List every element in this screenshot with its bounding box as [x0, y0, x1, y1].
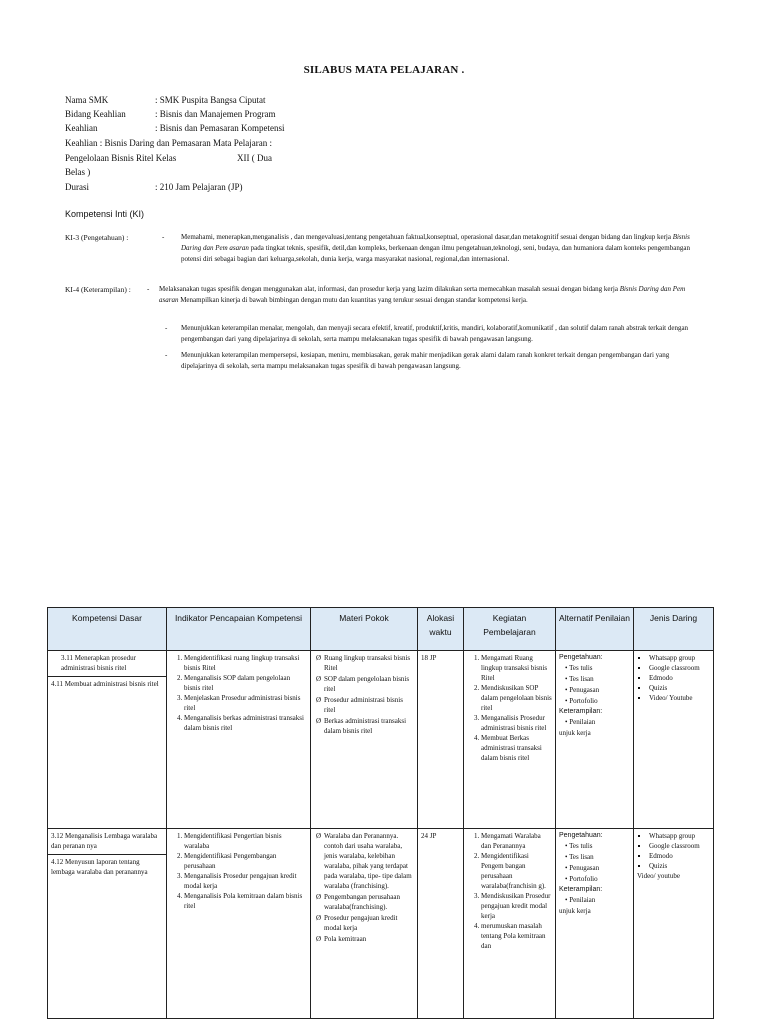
list-item: 1. Mengamati Waralaba dan Peranannya: [481, 831, 552, 851]
list-item: [316, 934, 414, 944]
daring-list: [637, 831, 710, 871]
list-item: 3. Menganalisis Prosedur administrasi bisnis ritel: [481, 713, 552, 733]
ki3-text-italic: Bisnis Daring dan Pem asaran: [181, 233, 690, 252]
list-item: 2. Mendiskusikan SOP dalam pengelolaan bisnis ritel: [481, 683, 552, 713]
info-value: : Bisnis dan Manajemen Program: [155, 109, 276, 119]
table-row: [48, 651, 714, 829]
keterampilan-tail: unjuk kerja: [559, 729, 591, 737]
list-item: • Portofolio: [565, 874, 630, 885]
ki4-block: [65, 284, 705, 384]
materi-text: Waralaba dan Peranannya. contoh dari usaha waralaba, jenis waralaba, kelebihan waralaba, pihak yang terdapat pada waralaba, tipe- tipe dalam waralaba (franchising).: [324, 832, 412, 890]
table-header-row: [48, 608, 714, 651]
indikator-cell: [167, 829, 311, 1019]
ki4-text-part: Menampilkan kinerja di bawah bimbingan dengan mutu dan kuantitas yang terukur sesuai dengan standar kompetensi kerja.: [178, 296, 528, 304]
list-item: • Tes lisan: [565, 674, 630, 685]
list-item: 3. Menjelaskan Prosedur administrasi bisnis ritel: [184, 693, 307, 713]
ki4-bullet-2: Menunjukkan keterampilan menalar, mengolah, dan menyaji secara efektif, kreatif, produktif,kritis, mandiri, kolaboratif,komunikatif , dan solutif dalam ranah abstrak terkait dengan pengembangan dari yang dipelajarinya di sekolah, serta mampu melaksanakan tugas spesifik di bawah pengawasan langsung.: [181, 324, 689, 343]
info-label: Durasi: [65, 182, 89, 192]
ki4-bullet-3: Menunjukkan keterampilan mempersepsi, kesiapan, meniru, membiasakan, gerak mahir menjadikan gerak alami dalam ranah konkret terkait dengan pengembangan dari yang dipelajarinya di sekolah, serta mampu melaksanakan tugas spesifik di bawah pengawasan langsung.: [181, 351, 670, 370]
keterampilan-list: [559, 717, 630, 728]
ki3-block: [65, 232, 705, 282]
list-item: 4. Membuat Berkas administrasi transaksi dalam bisnis ritel: [481, 733, 552, 763]
info-bidang: [65, 108, 275, 121]
header-jenis-daring: Jenis Daring: [634, 608, 714, 651]
list-item: ▪ Edmodo: [649, 851, 710, 861]
list-item: 4. Menganalisis berkas administrasi transaksi dalam bisnis ritel: [184, 713, 307, 733]
list-item: ▪ Whatsapp group: [649, 831, 710, 841]
list-item: ▪ Quizis: [649, 683, 710, 693]
list-item: • Penugasan: [565, 685, 630, 696]
info-label: Nama SMK: [65, 95, 109, 105]
ki3-text: [181, 232, 703, 265]
arrow-bullet-icon: Ø: [316, 717, 322, 725]
info-value: XII ( Dua: [237, 153, 272, 163]
kd-cell: [48, 651, 167, 829]
list-item: 1. Mengamati Ruang lingkup transaksi bisnis Ritel: [481, 653, 552, 683]
list-item: • Penilaian: [565, 895, 630, 906]
daring-tail: Video/ youtube: [637, 872, 680, 880]
header-indikator: Indikator Pencapaian Kompetensi: [167, 608, 311, 651]
ki4-dash: -: [165, 324, 168, 332]
materi-text: Pengembangan perusahaan waralaba(franchising).: [324, 893, 400, 911]
keterampilan-label: Keterampilan:: [559, 886, 603, 893]
list-item: [316, 716, 414, 736]
daring-list: [637, 653, 710, 703]
list-item: [316, 695, 414, 715]
pengetahuan-list: [559, 663, 630, 707]
list-item: 1. Mengidentifikasi ruang lingkup transaksi bisnis Ritel: [184, 653, 307, 673]
list-item: • Penugasan: [565, 863, 630, 874]
daring-cell: [634, 651, 714, 829]
list-item: [316, 913, 414, 933]
arrow-bullet-icon: Ø: [316, 654, 322, 662]
ki4-text-part: Melaksanakan tugas spesifik dengan menggunakan alat, informasi, dan prosedur kerja yang lazim dilakukan serta memecahkan masalah sesuai dengan bidang kerja: [159, 285, 620, 293]
list-item: • Tes tulis: [565, 663, 630, 674]
list-item: ▪ Google classroom: [649, 841, 710, 851]
penilaian-cell: [556, 651, 634, 829]
pengetahuan-label: Pengetahuan:: [559, 654, 603, 661]
arrow-bullet-icon: Ø: [316, 696, 322, 704]
list-item: 3. Mendiskusikan Prosedur pengajuan kredit modal kerja: [481, 891, 552, 921]
kegiatan-cell: [464, 829, 556, 1019]
header-materi-pokok: Materi Pokok: [311, 608, 418, 651]
list-item: ▪ Google classroom: [649, 663, 710, 673]
indikator-cell: [167, 651, 311, 829]
materi-text: Prosedur administrasi bisnis ritel: [324, 696, 403, 714]
info-label: Keahlian: [65, 123, 98, 133]
info-line6: Belas ): [65, 167, 91, 177]
materi-text: Ruang lingkup transaksi bisnis Ritel: [324, 654, 411, 672]
list-item: [316, 674, 414, 694]
info-value: : 210 Jam Pelajaran (JP): [155, 182, 243, 192]
info-nama-smk: [65, 94, 266, 107]
ki4-text: [159, 284, 703, 306]
materi-text: Berkas administrasi transaksi dalam bisnis ritel: [324, 717, 407, 735]
info-value: : Bisnis dan Pemasaran Kompetensi: [155, 123, 285, 133]
arrow-bullet-icon: Ø: [316, 935, 322, 943]
page-title: SILABUS MATA PELAJARAN .: [303, 64, 465, 76]
materi-list: [314, 831, 414, 944]
ki4-dash: -: [147, 285, 150, 293]
keterampilan-list: [559, 895, 630, 906]
ki3-text-part: pada tingkat teknis, spesifik, detil,dan kompleks, berkenaan dengan ilmu pengetahuan,teknologi, seni, budaya, dan humaniora dalam konteks pengembangan potensi diri sebagai bagian dari keluarga,sekolah, dunia kerja, warga masyarakat nasional, regional,dan internasional.: [181, 244, 690, 263]
kd-3: 3.12 Menganalisis Lembaga waralaba dan peranan nya: [48, 829, 166, 855]
list-item: 3. Menganalisis Prosedur pengajuan kredit modal kerja: [184, 871, 307, 891]
materi-text: SOP dalam pengelolaan bisnis ritel: [324, 675, 410, 693]
materi-cell: [311, 651, 418, 829]
kd-cell: [48, 829, 167, 1019]
arrow-bullet-icon: Ø: [316, 832, 322, 840]
pengetahuan-list: [559, 841, 630, 885]
arrow-bullet-icon: Ø: [316, 914, 322, 922]
daring-cell: [634, 829, 714, 1019]
ki4-label: KI-4 (Keterampilan) :: [65, 285, 131, 294]
list-item: • Portofolio: [565, 696, 630, 707]
list-item: 2. Menganalisis SOP dalam pengelolaan bisnis ritel: [184, 673, 307, 693]
table-row: [48, 829, 714, 1019]
materi-text: Prosedur pengajuan kredit modal kerja: [324, 914, 398, 932]
ki4-text-italic: Bisnis Daring dan Pem asaran: [159, 285, 686, 304]
info-label: Bidang Keahlian: [65, 109, 126, 119]
header-alokasi-waktu: Alokasi waktu: [418, 608, 464, 651]
ki-heading: Kompetensi Inti (KI): [65, 209, 145, 219]
indikator-list: [170, 653, 307, 733]
arrow-bullet-icon: Ø: [316, 675, 322, 683]
syllabus-table: [47, 607, 714, 1019]
list-item: • Penilaian: [565, 717, 630, 728]
kd-4: 4.12 Menyusun laporan tentang lembaga waralaba dan peranannya: [51, 858, 148, 876]
info-line5: [65, 152, 272, 165]
list-item: 4. merumuskan masalah tentang Pola kemitraan dan: [481, 921, 552, 951]
list-item: ▪ Video/ Youtube: [649, 693, 710, 703]
info-value: Pengelolaan Bisnis Ritel Kelas: [65, 153, 177, 163]
info-value: : SMK Puspita Bangsa Ciputat: [155, 95, 266, 105]
arrow-bullet-icon: Ø: [316, 893, 322, 901]
penilaian-cell: [556, 829, 634, 1019]
info-keahlian: [65, 122, 284, 135]
list-item: 2. Mengidentifikasi Pengem bangan perusahaan waralaba(franchisin g).: [481, 851, 552, 891]
alokasi-cell: 18 JP: [418, 651, 464, 829]
list-item: ▪ Edmodo: [649, 673, 710, 683]
list-item: ▪ Whatsapp group: [649, 653, 710, 663]
list-item: 2. Mengidentifikasi Pengembangan perusahaan: [184, 851, 307, 871]
kegiatan-list: [467, 653, 552, 763]
info-durasi: [65, 181, 242, 194]
list-item: [316, 831, 414, 891]
list-item: 4. Menganalisis Pola kemitraan dalam bisnis ritel: [184, 891, 307, 911]
keterampilan-label: Keterampilan:: [559, 708, 603, 715]
materi-list: [314, 653, 414, 736]
keterampilan-tail: unjuk kerja: [559, 907, 591, 915]
kegiatan-cell: [464, 651, 556, 829]
kd-3: 3.11 Menerapkan prosedur administrasi bisnis ritel: [48, 651, 166, 677]
header-kompetensi-dasar: Kompetensi Dasar: [48, 608, 167, 651]
materi-text: Pola kemitraan: [324, 935, 367, 943]
kegiatan-list: [467, 831, 552, 951]
materi-cell: [311, 829, 418, 1019]
ki3-text-part: Memahami, menerapkan,menganalisis , dan mengevaluasi,tentang pengetahuan faktual,konseptual, operasional dasar,dan metakognitif sesuai dengan bidang dan lingkup kerja: [181, 233, 673, 241]
ki3-label: KI-3 (Pengetahuan) :: [65, 233, 129, 242]
header-penilaian: Alternatif Penilaian: [556, 608, 634, 651]
list-item: ▪ Quizis: [649, 861, 710, 871]
ki3-dash: -: [162, 233, 165, 241]
kd-4: 4.11 Membuat administrasi bisnis ritel: [51, 680, 159, 688]
indikator-list: [170, 831, 307, 911]
pengetahuan-label: Pengetahuan:: [559, 832, 603, 839]
info-line4: Keahlian : Bisnis Daring dan Pemasaran Mata Pelajaran :: [65, 138, 272, 148]
list-item: 1. Mengidentifikasi Pengertian bisnis waralaba: [184, 831, 307, 851]
alokasi-cell: 24 JP: [418, 829, 464, 1019]
list-item: • Tes lisan: [565, 852, 630, 863]
list-item: [316, 653, 414, 673]
ki4-dash: -: [165, 351, 168, 359]
list-item: • Tes tulis: [565, 841, 630, 852]
list-item: [316, 892, 414, 912]
header-kegiatan: Kegiatan Pembelajaran: [464, 608, 556, 651]
